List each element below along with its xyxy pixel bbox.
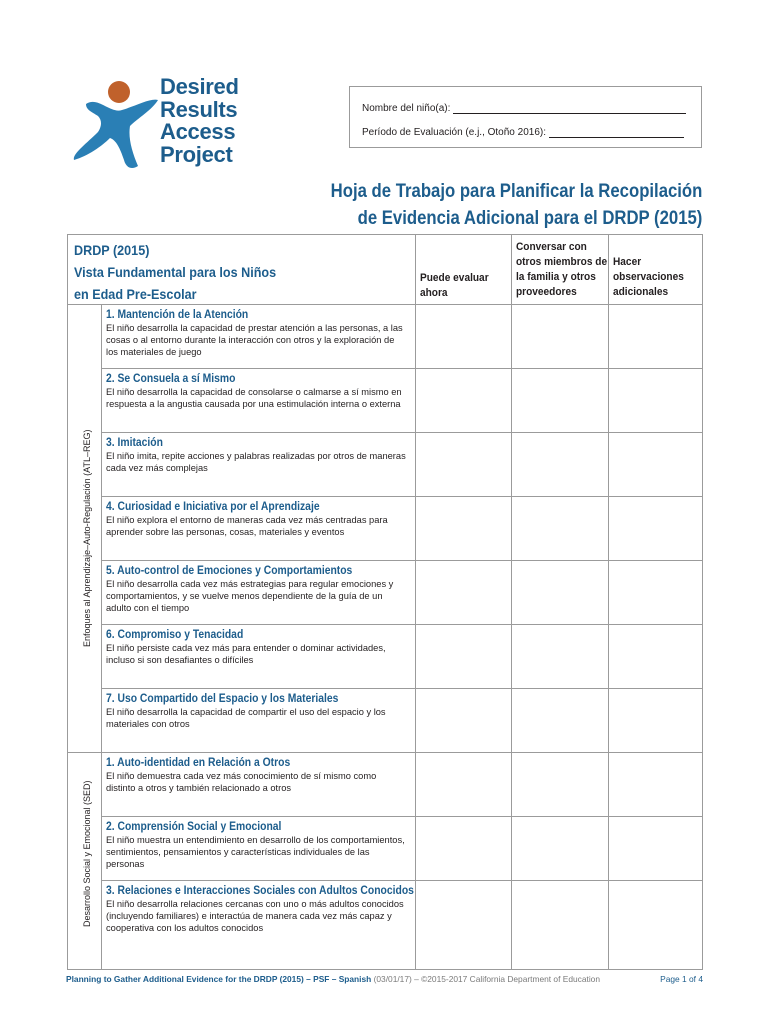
child-name-label: Nombre del niño(a): bbox=[362, 103, 451, 114]
measure-description: El niño explora el entorno de maneras cada vez más centradas para aprender sobre las personas, cosas, materiales y eventos bbox=[106, 515, 388, 537]
measure-description: El niño desarrolla relaciones cercanas con uno o más adultos conocidos (incluyendo familiares) e interactúa de manera cada vez más capaz y cooperativa con los adultos conocidos bbox=[106, 899, 404, 933]
column-header-talk-family: Conversar con otros miembros de la familia y otros proveedores bbox=[516, 241, 608, 298]
table-row bbox=[106, 820, 406, 870]
domain-label-atl-reg: Enfoques al Aprendizaje–Auto-Regulación (ATL–REG) bbox=[82, 429, 92, 647]
measure-description: El niño persiste cada vez más para entender o dominar actividades, incluso si son desafiantes o difíciles bbox=[106, 643, 386, 665]
footer-text: Planning to Gather Additional Evidence for the DRDP (2015) – PSF – Spanish (03/01/17) – ©2015-2017 California Department of Education bbox=[66, 974, 600, 984]
measure-title: 2. Se Consuela a sí Mismo bbox=[106, 373, 236, 385]
measure-description: El niño imita, repite acciones y palabras realizadas por otros de maneras cada vez más complejas bbox=[106, 451, 406, 473]
child-name-line bbox=[362, 103, 686, 114]
column-header-observations: Hacer observaciones adicionales bbox=[613, 256, 684, 298]
measure-title: 4. Curiosidad e Iniciativa por el Aprendizaje bbox=[106, 501, 320, 513]
period-label: Período de Evaluación (e.j., Otoño 2016): bbox=[362, 127, 547, 138]
measure-title: 2. Comprensión Social y Emocional bbox=[106, 821, 282, 833]
measure-title: 7. Uso Compartido del Espacio y los Materiales bbox=[106, 693, 339, 705]
domain-label-sed: Desarrollo Social y Emocional (SED) bbox=[82, 780, 92, 927]
child-info-box bbox=[349, 86, 702, 148]
measure-title: 1. Auto-identidad en Relación a Otros bbox=[106, 757, 291, 769]
table-row bbox=[106, 372, 406, 411]
child-name-field[interactable] bbox=[453, 104, 686, 114]
table-row bbox=[106, 884, 414, 934]
measure-description: El niño desarrolla la capacidad de compartir el uso del espacio y los materiales con otros bbox=[106, 707, 386, 729]
table-row bbox=[106, 756, 406, 795]
measure-description: El niño muestra un entendimiento en desarrollo de los comportamientos, sentimientos, pensamientos y características individuales de las personas bbox=[106, 835, 405, 869]
measure-description: El niño desarrolla la capacidad de prestar atención a las personas, a las cosas o al entorno durante la interacción con otros y la exploración de los materiales de juego bbox=[106, 323, 403, 357]
page-number: Page 1 of 4 bbox=[660, 974, 703, 984]
planning-table bbox=[67, 234, 703, 970]
table-row bbox=[106, 500, 406, 539]
measure-description: El niño desarrolla cada vez más estrategias para regular emociones y comportamientos, y se vuelve menos dependiente de la guía de un adulto con el tiempo bbox=[106, 579, 394, 613]
table-row bbox=[106, 564, 406, 614]
table-row bbox=[106, 628, 406, 667]
measure-title: 6. Compromiso y Tenacidad bbox=[106, 629, 244, 641]
table-row bbox=[106, 692, 406, 731]
period-field[interactable] bbox=[549, 128, 684, 138]
table-header-title: DRDP (2015) Vista Fundamental para los Niños en Edad Pre-Escolar bbox=[74, 242, 277, 302]
logo-text: Desired Results Access Project bbox=[160, 74, 239, 167]
table-row bbox=[106, 308, 406, 358]
period-line bbox=[362, 127, 684, 138]
measure-title: 3. Imitación bbox=[106, 437, 163, 449]
measure-description: El niño demuestra cada vez más conocimiento de sí mismo como distinto a otros y también relacionado a otros bbox=[106, 771, 377, 793]
measure-title: 3. Relaciones e Interacciones Sociales con Adultos Conocidos bbox=[106, 885, 414, 897]
measure-title: 5. Auto-control de Emociones y Comportamientos bbox=[106, 565, 353, 577]
column-header-can-assess: Puede evaluar ahora bbox=[420, 272, 489, 299]
measure-title: 1. Mantención de la Atención bbox=[106, 309, 249, 321]
table-row bbox=[106, 436, 406, 475]
measure-description: El niño desarrolla la capacidad de consolarse o calmarse a sí mismo en respuesta a la angustia causada por una estimulación interna o externa bbox=[106, 387, 402, 409]
page-title: Hoja de Trabajo para Planificar la Recopilación de Evidencia Adicional para el DRDP (2015) bbox=[330, 181, 702, 229]
